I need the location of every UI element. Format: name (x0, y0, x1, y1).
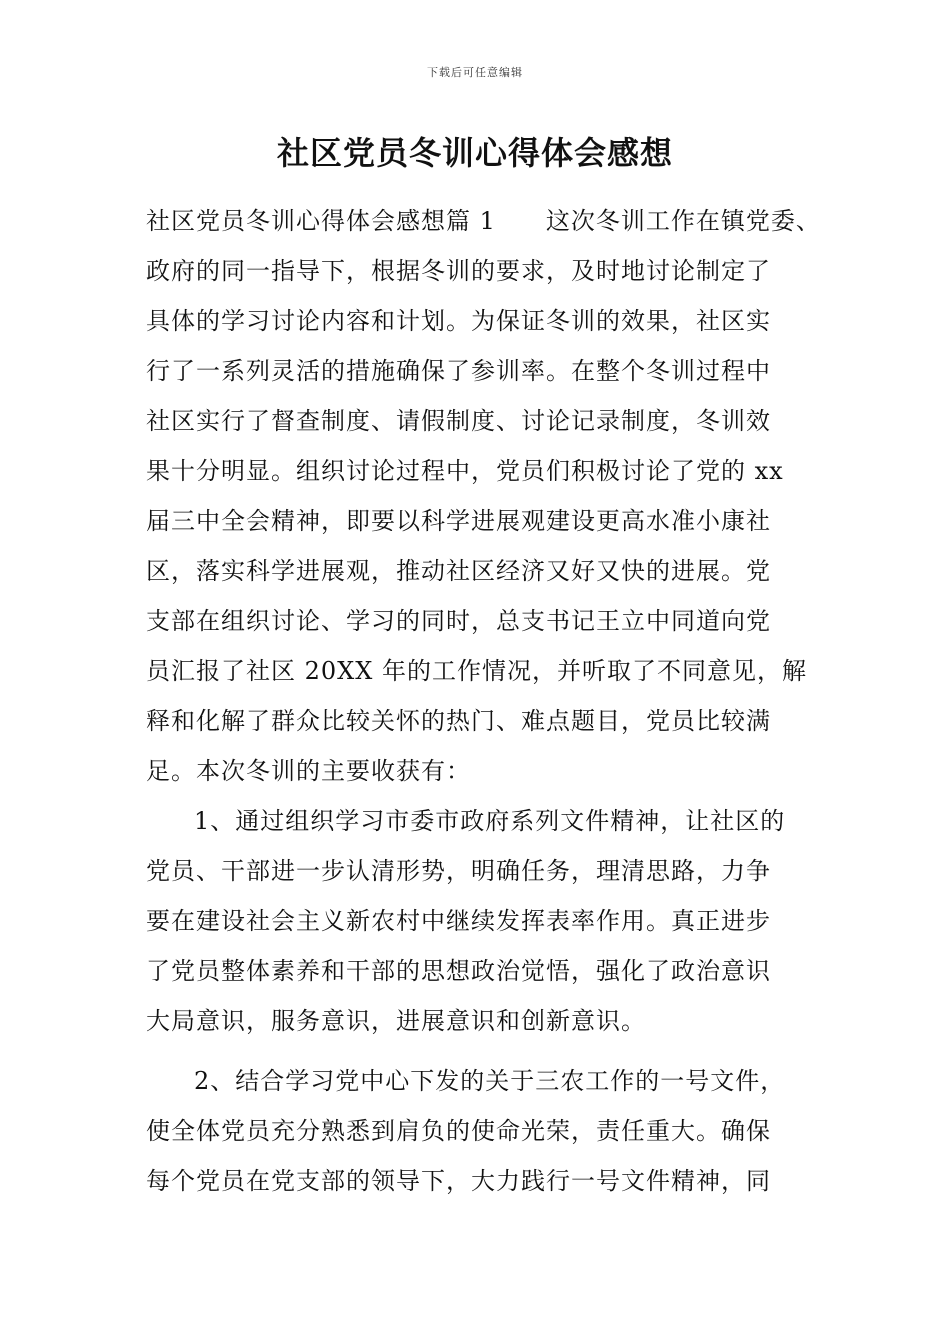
text-line: 释和化解了群众比较关怀的热门、难点题目，党员比较满 (146, 707, 771, 735)
text-line: 行了一系列灵活的措施确保了参训率。在整个冬训过程中 (146, 357, 771, 385)
text-line: 社区实行了督查制度、请假制度、讨论记录制度，冬训效 (146, 407, 771, 435)
text-line: 足。本次冬训的主要收获有： (146, 757, 471, 785)
text-line: 党员、干部进一步认清形势，明确任务，理清思路，力争 (146, 857, 771, 885)
text-line: 了党员整体素养和干部的思想政治觉悟，强化了政治意识 (146, 957, 771, 985)
text-line: 每个党员在党支部的领导下，大力践行一号文件精神，同 (146, 1167, 771, 1195)
text-line: 使全体党员充分熟悉到肩负的使命光荣，责任重大。确保 (146, 1117, 771, 1145)
text-line: 要在建设社会主义新农村中继续发挥表率作用。真正进步 (146, 907, 771, 935)
paragraph-1 (146, 196, 821, 796)
text-line: 大局意识，服务意识，进展意识和创新意识。 (146, 1007, 646, 1035)
text-line: 政府的同一指导下，根据冬训的要求，及时地讨论制定了 (146, 257, 771, 285)
text-line: 1、通过组织学习市委市政府系列文件精神，让社区的 (194, 807, 786, 835)
paragraph-2 (146, 796, 806, 1046)
text-line: 支部在组织讨论、学习的同时，总支书记王立中同道向党 (146, 607, 771, 635)
document-title: 社区党员冬训心得体会感想 (276, 134, 673, 172)
text-line: 届三中全会精神，即要以科学进展观建设更高水准小康社 (146, 507, 771, 535)
header-note: 下载后可任意编辑 (427, 66, 523, 79)
text-line: 具体的学习讨论内容和计划。为保证冬训的效果，社区实 (146, 307, 771, 335)
text-line: 员汇报了社区 20XX 年的工作情况，并听取了不同意见，解 (146, 657, 807, 685)
text-line: 社区党员冬训心得体会感想篇 1 这次冬训工作在镇党委、 (146, 207, 821, 235)
text-line: 区，落实科学进展观，推动社区经济又好又快的进展。党 (146, 557, 771, 585)
paragraph-3 (146, 1056, 806, 1206)
document-body (146, 196, 821, 1206)
text-line: 2、结合学习党中心下发的关于三农工作的一号文件， (194, 1067, 786, 1095)
text-line: 果十分明显。组织讨论过程中，党员们积极讨论了党的 xx (146, 457, 784, 485)
